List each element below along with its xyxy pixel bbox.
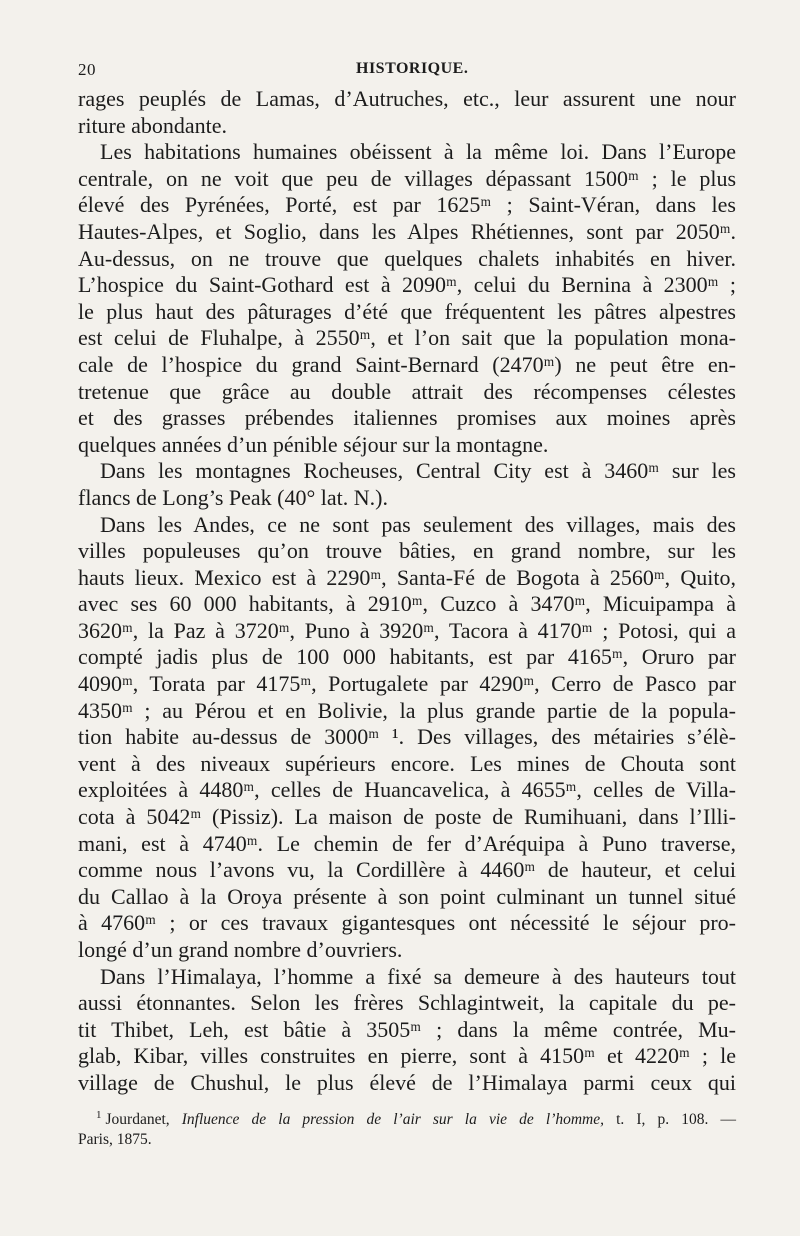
text-line: vent à des niveaux supérieurs encore. Les mines de Chouta sont [78, 750, 736, 776]
text-line: aussi étonnantes. Selon les frères Schlagintweit, la capitale du pe- [78, 990, 736, 1016]
text-line: Dans les Andes, ce ne sont pas seulement des villages, mais des [100, 511, 736, 537]
text-line: Les habitations humaines obéissent à la même loi. Dans l’Europe [100, 139, 736, 165]
text-line: centrale, on ne voit que peu de villages dépassant 1500ᵐ ; le plus [78, 165, 736, 191]
text-line: et des grasses prébendes italiennes promises aux moines après [78, 405, 736, 431]
text-line: glab, Kibar, villes construites en pierre, sont à 4150ᵐ et 4220ᵐ ; le [78, 1043, 736, 1069]
text-line: flancs de Long’s Peak (40° lat. N.). [78, 484, 388, 510]
page-number: 20 [78, 60, 96, 79]
text-line: tit Thibet, Leh, est bâtie à 3505ᵐ ; dans la même contrée, Mu- [78, 1016, 736, 1042]
running-title: HISTORIQUE. [356, 60, 469, 77]
text-line: Au-dessus, on ne trouve que quelques chalets inhabités en hiver. [78, 245, 736, 271]
text-line: 4350ᵐ ; au Pérou et en Bolivie, la plus grande partie de la popula- [78, 697, 736, 723]
text-line: 3620ᵐ, la Paz à 3720ᵐ, Puno à 3920ᵐ, Tacora à 4170ᵐ ; Potosi, qui a [78, 617, 736, 643]
text-line: élevé des Pyrénées, Porté, est par 1625ᵐ ; Saint-Véran, dans les [78, 192, 736, 218]
footnote-title: Influence de la pression de l’air sur la vie de l’homme, [181, 1110, 604, 1128]
text-line: tion habite au-dessus de 3000ᵐ ¹. Des villages, des métairies s’élè- [78, 724, 736, 750]
footnote-marker: 1 [96, 1108, 102, 1121]
body-text [78, 86, 736, 1097]
text-line: cota à 5042ᵐ (Pissiz). La maison de poste de Rumihuani, dans l’Illi- [78, 804, 736, 830]
footnote-author: Jourdanet, [105, 1110, 170, 1128]
text-line: villes populeuses qu’on trouve bâties, en grand nombre, sur les [78, 538, 736, 564]
text-line: village de Chushul, le plus élevé de l’Himalaya parmi ceux qui [78, 1069, 736, 1095]
text-line: exploitées à 4480ᵐ, celles de Huancavelica, à 4655ᵐ, celles de Villa- [78, 777, 736, 803]
text-line: hauts lieux. Mexico est à 2290ᵐ, Santa-Fé de Bogota à 2560ᵐ, Quito, [78, 564, 736, 590]
text-line: compté jadis plus de 100 000 habitants, est par 4165ᵐ, Oruro par [78, 644, 736, 670]
page-header [78, 56, 736, 86]
text-line: du Callao à la Oroya présente à son point culminant un tunnel situé [78, 883, 736, 909]
footnote-line [78, 1105, 736, 1130]
text-line: est celui de Fluhalpe, à 2550ᵐ, et l’on sait que la population mona- [78, 325, 736, 351]
text-line: tretenue que grâce au double attrait des récompenses célestes [78, 378, 736, 404]
text-line: Dans les montagnes Rocheuses, Central City est à 3460ᵐ sur les [100, 458, 736, 484]
text-line: Dans l’Himalaya, l’homme a fixé sa demeure à des hauteurs tout [100, 963, 736, 989]
footnote-ref: t. I, p. 108. — [616, 1110, 737, 1128]
footnote [78, 1105, 736, 1150]
text-line: le plus haut des pâturages d’été que fréquentent les pâtres alpestres [78, 298, 736, 324]
text-line: 4090ᵐ, Torata par 4175ᵐ, Portugalete par 4290ᵐ, Cerro de Pasco par [78, 671, 736, 697]
text-line: comme nous l’avons vu, la Cordillère à 4460ᵐ de hauteur, et celui [78, 857, 736, 883]
text-line: à 4760ᵐ ; or ces travaux gigantesques ont nécessité le séjour pro- [78, 910, 736, 936]
text-line: Hautes-Alpes, et Soglio, dans les Alpes Rhétiennes, sont par 2050ᵐ. [78, 218, 736, 244]
text-line: longé d’un grand nombre d’ouvriers. [78, 937, 403, 962]
footnote-line [78, 1130, 736, 1150]
text-line: cale de l’hospice du grand Saint-Bernard (2470ᵐ) ne peut être en- [78, 351, 736, 377]
text-line: mani, est à 4740ᵐ. Le chemin de fer d’Aréquipa à Puno traverse, [78, 830, 736, 856]
text-line: rages peuplés de Lamas, d’Autruches, etc., leur assurent une nour [78, 86, 736, 111]
text-line: avec ses 60 000 habitants, à 2910ᵐ, Cuzco à 3470ᵐ, Micuipampa à [78, 591, 736, 617]
footnote-place: Paris, 1875. [78, 1130, 152, 1148]
text-line: quelques années d’un pénible séjour sur la montagne. [78, 431, 549, 457]
text-line: L’hospice du Saint-Gothard est à 2090ᵐ, celui du Bernina à 2300ᵐ ; [78, 272, 736, 298]
text-line: riture abondante. [78, 112, 228, 138]
book-page [78, 56, 736, 1150]
